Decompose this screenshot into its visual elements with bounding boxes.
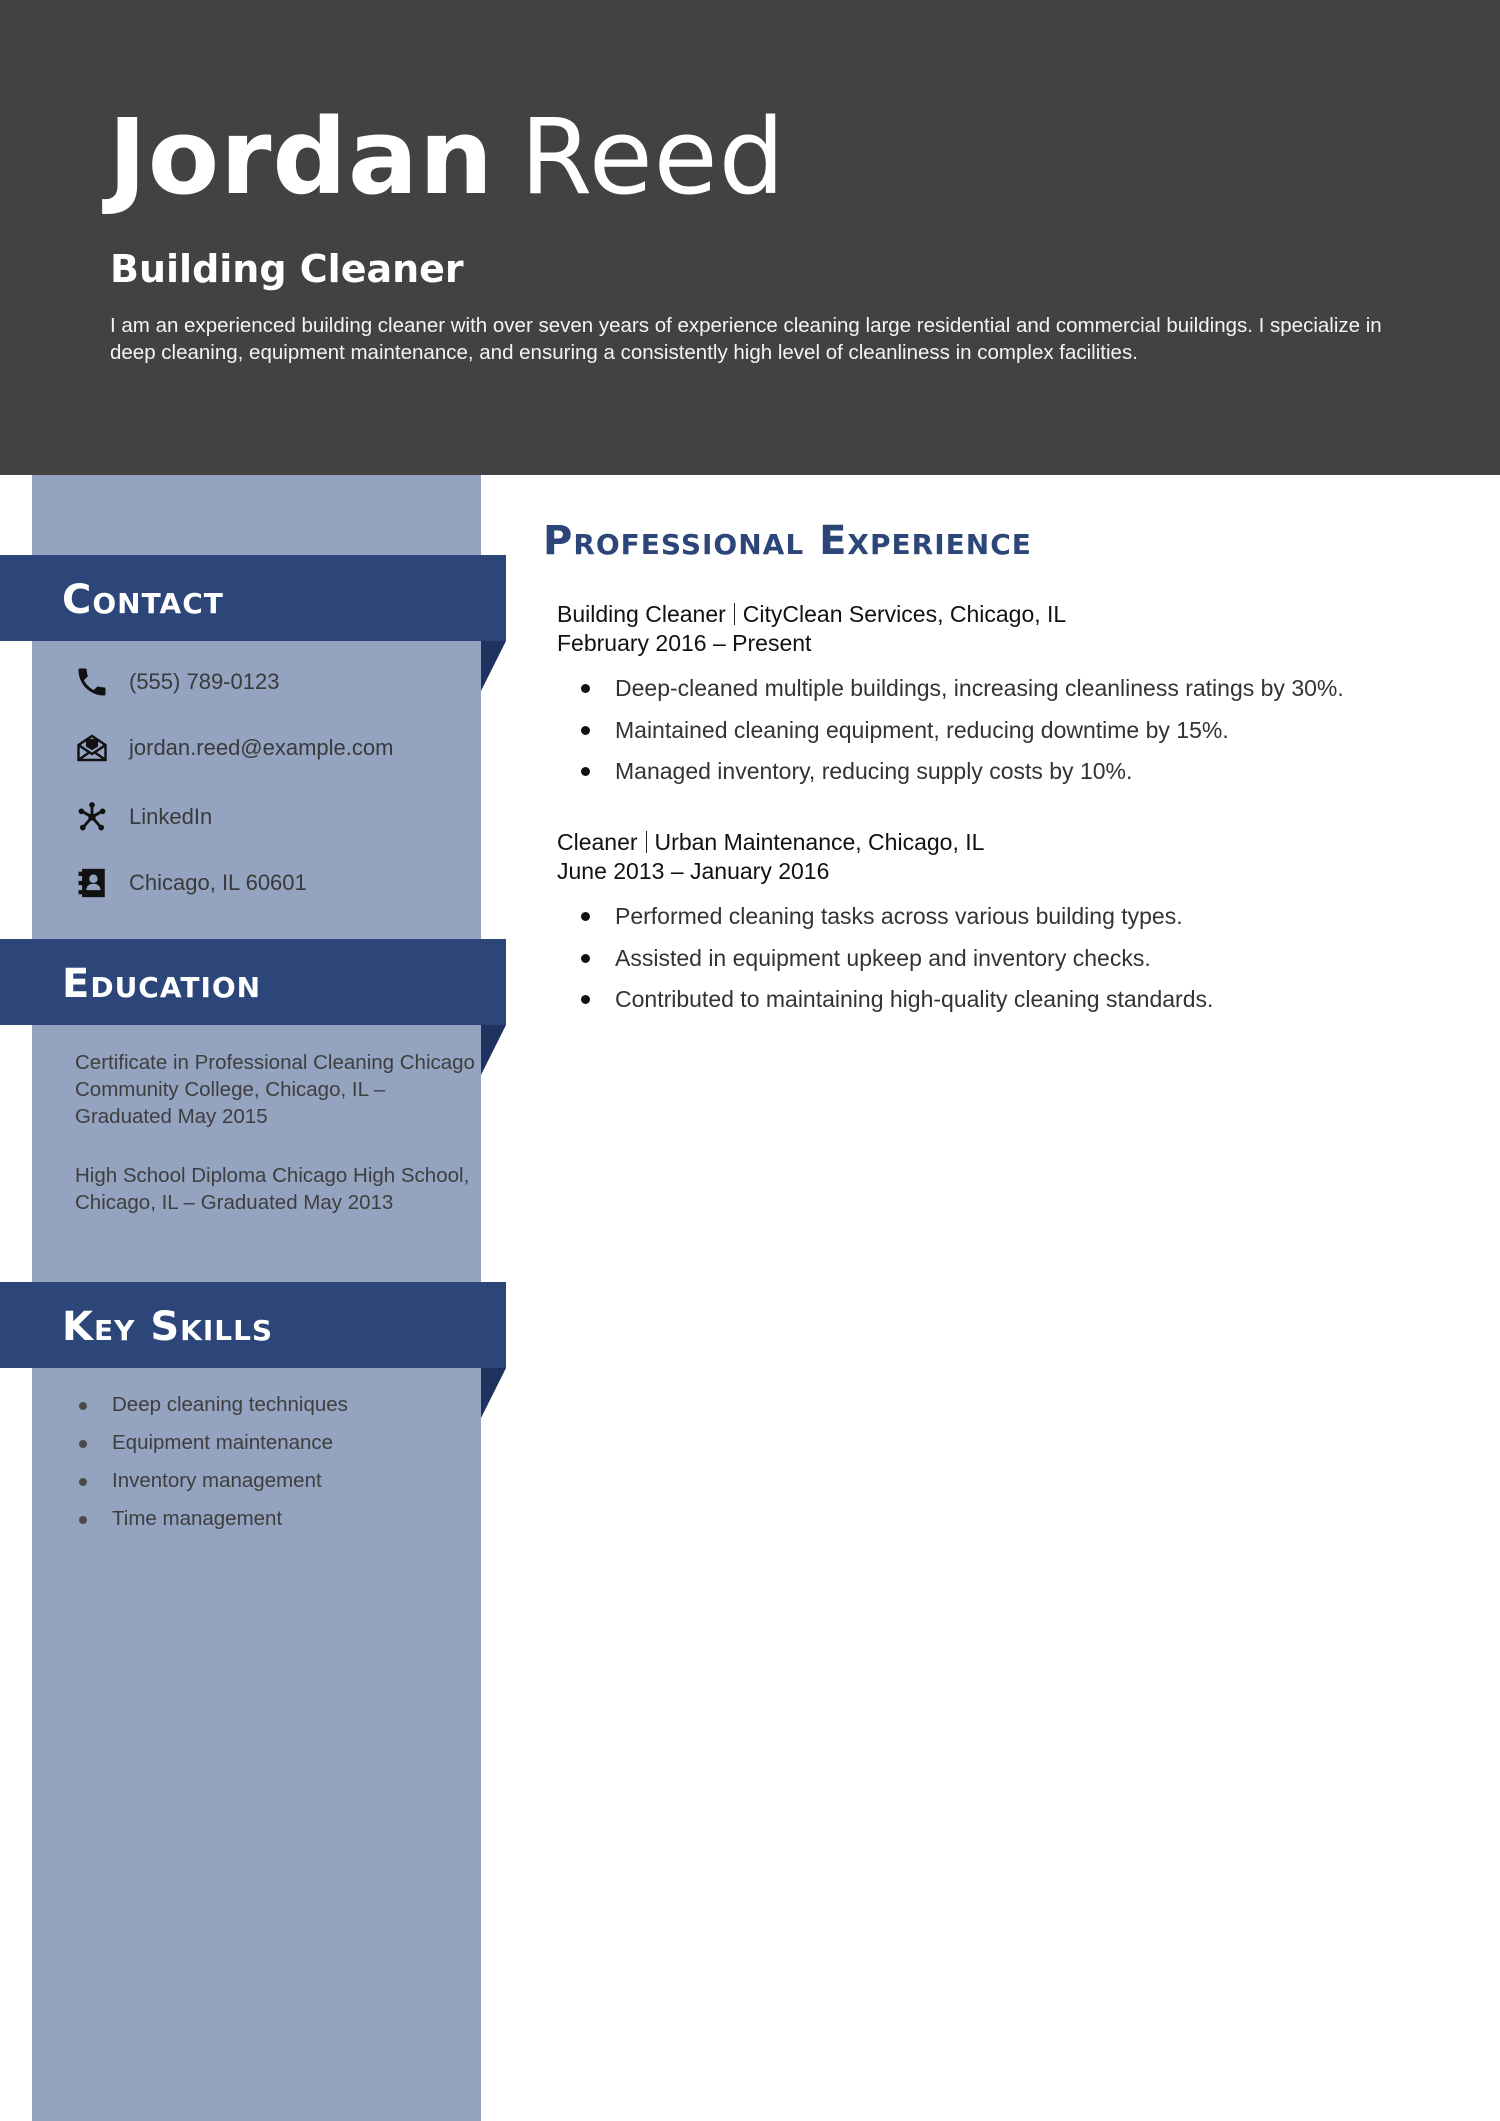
job-title: Building Cleaner <box>557 601 726 627</box>
job-title: Cleaner <box>557 829 638 855</box>
skill-item: Time management <box>75 1506 348 1544</box>
skill-item: Inventory management <box>75 1468 348 1506</box>
job-dates: February 2016 – Present <box>557 630 812 656</box>
address-text: Chicago, IL 60601 <box>129 870 307 895</box>
job-dates: June 2013 – January 2016 <box>557 858 830 884</box>
contact-linkedin <box>73 797 212 837</box>
skills-heading-band <box>0 1282 506 1368</box>
contact-phone <box>73 662 279 702</box>
education-entry-certificate: Certificate in Professional Cleaning Chicago Community College, Chicago, IL – Graduated May 2015 <box>75 1051 475 1128</box>
job-bullet: Maintained cleaning equipment, reducing downtime by 15%. <box>557 715 1457 757</box>
network-icon <box>73 798 111 836</box>
job-bullet: Managed inventory, reducing supply costs by 10%. <box>557 756 1457 798</box>
skills-list <box>75 1392 348 1544</box>
job-entry-cityclean <box>557 600 1457 798</box>
first-name: Jordan <box>108 96 495 218</box>
job-entry-urban-maintenance <box>557 828 1457 1026</box>
email-address[interactable]: jordan.reed@example.com <box>129 735 394 760</box>
contact-heading: Contact <box>62 577 224 623</box>
job-bullet: Performed cleaning tasks across various building types. <box>557 901 1457 943</box>
envelope-icon <box>73 729 111 767</box>
education-heading: Education <box>62 961 262 1007</box>
contact-heading-band <box>0 555 506 641</box>
job-bullet: Contributed to maintaining high-quality cleaning standards. <box>557 984 1457 1026</box>
address-book-icon <box>73 864 111 902</box>
contact-address <box>73 863 307 903</box>
job-role-line <box>557 600 1457 629</box>
job-bullets <box>557 901 1457 1026</box>
role-separator <box>646 831 647 853</box>
education-entry-diploma: High School Diploma Chicago High School, Chicago, IL – Graduated May 2013 <box>75 1164 470 1214</box>
header <box>0 0 1500 475</box>
phone-icon <box>73 663 111 701</box>
job-bullet: Deep-cleaned multiple buildings, increasing cleanliness ratings by 30%. <box>557 673 1457 715</box>
skill-item: Deep cleaning techniques <box>75 1392 348 1430</box>
contact-email <box>73 728 393 768</box>
phone-number: (555) 789-0123 <box>129 669 280 694</box>
skill-item: Equipment maintenance <box>75 1430 348 1468</box>
contact-ribbon-fold <box>481 641 506 691</box>
summary: I am an experienced building cleaner with over seven years of experience cleaning large residential and commercial buildings. I specialize in deep cleaning, equipment maintenance, and ensuring a consistently high level of cleanliness in complex facilities. <box>110 314 1382 364</box>
job-company: Urban Maintenance, Chicago, IL <box>654 829 985 855</box>
job-title: Building Cleaner <box>110 247 464 291</box>
job-role-line <box>557 828 1457 857</box>
linkedin-link[interactable]: LinkedIn <box>129 804 213 829</box>
job-company: CityClean Services, Chicago, IL <box>742 601 1067 627</box>
job-bullets <box>557 673 1457 798</box>
education-heading-band <box>0 939 506 1025</box>
role-separator <box>734 603 735 625</box>
skills-ribbon-fold <box>481 1368 506 1418</box>
experience-heading: Professional Experience <box>543 518 1032 564</box>
candidate-name <box>108 96 786 218</box>
job-bullet: Assisted in equipment upkeep and inventory checks. <box>557 943 1457 985</box>
education-ribbon-fold <box>481 1025 506 1075</box>
last-name: Reed <box>520 96 786 218</box>
skills-heading: Key Skills <box>62 1304 274 1350</box>
